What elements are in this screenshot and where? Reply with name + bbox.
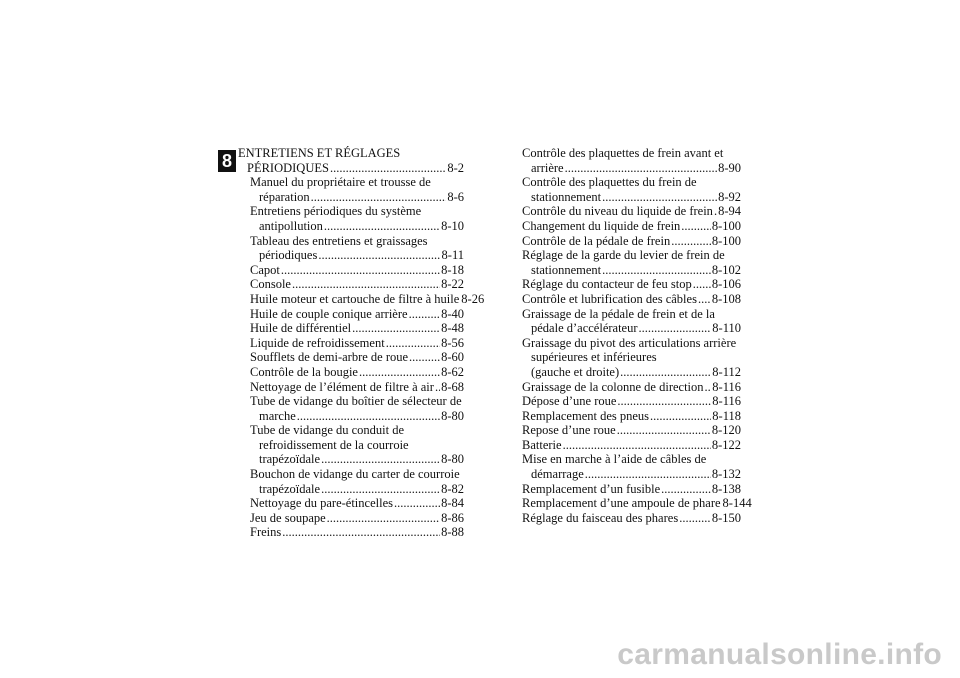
toc-entry-title: antipollution bbox=[259, 218, 323, 233]
toc-entry-title: réparation bbox=[259, 189, 310, 204]
dot-leader bbox=[602, 190, 717, 205]
toc-page-number: 8-48 bbox=[441, 321, 464, 336]
dot-leader bbox=[311, 190, 447, 205]
toc-entry[interactable] bbox=[522, 307, 741, 336]
toc-entry-title: Jeu de soupape bbox=[250, 510, 326, 525]
toc-page-number: 8-56 bbox=[441, 335, 464, 350]
dot-leader bbox=[386, 336, 440, 351]
toc-entry-title: Réglage de la garde du levier de frein de bbox=[522, 248, 725, 263]
watermark: carmanualsonline.info bbox=[617, 638, 942, 671]
toc-page-number: 8-138 bbox=[711, 481, 741, 496]
dot-leader bbox=[705, 380, 712, 395]
toc-entry-title: (gauche et droite) bbox=[531, 364, 620, 379]
toc-page-number: 8-68 bbox=[441, 379, 464, 394]
dot-leader bbox=[359, 365, 440, 380]
toc-page-number: 8-110 bbox=[712, 321, 741, 336]
toc-entry-title: Huile moteur et cartouche de filtre à huile bbox=[250, 291, 460, 306]
dot-leader bbox=[321, 482, 440, 497]
toc-entry[interactable] bbox=[238, 321, 464, 336]
toc-entry-title: Tableau des entretiens et graissages bbox=[250, 233, 428, 248]
toc-entry-title: Manuel du propriétaire et trousse de bbox=[250, 175, 431, 190]
toc-page-number: 8-10 bbox=[441, 218, 464, 233]
toc-entry-title: Batterie bbox=[522, 437, 562, 452]
toc-page-number: 8-62 bbox=[441, 364, 464, 379]
toc-entry[interactable] bbox=[238, 365, 464, 380]
toc-entry-title: Remplacement des pneus bbox=[522, 408, 650, 423]
dot-leader bbox=[318, 248, 440, 263]
toc-entry-title: arrière bbox=[531, 160, 564, 175]
toc-page-number: 8-108 bbox=[711, 291, 741, 306]
toc-page-number: 8-88 bbox=[441, 525, 464, 540]
toc-entry-title: Freins bbox=[250, 525, 282, 540]
toc-page-number: 8-116 bbox=[712, 394, 741, 409]
toc-entry-title: Repose d’une roue bbox=[522, 423, 616, 438]
toc-entry[interactable] bbox=[522, 248, 741, 277]
toc-page-number: 8-40 bbox=[441, 306, 464, 321]
toc-entry[interactable] bbox=[522, 482, 741, 497]
toc-page-number: 8-102 bbox=[711, 262, 741, 277]
toc-entry-title: Nettoyage du pare-étincelles bbox=[250, 496, 393, 511]
toc-entry[interactable] bbox=[522, 423, 741, 438]
toc-entry-title: Bouchon de vidange du carter de courroie bbox=[250, 467, 460, 482]
toc-entry[interactable] bbox=[522, 511, 741, 526]
toc-entry[interactable] bbox=[522, 204, 741, 219]
dot-leader bbox=[330, 161, 446, 176]
toc-entry-title: Capot bbox=[250, 262, 280, 277]
dot-leader bbox=[565, 161, 717, 176]
toc-right-column bbox=[522, 146, 752, 525]
toc-page-number: 8-86 bbox=[441, 510, 464, 525]
toc-entry[interactable] bbox=[238, 511, 464, 526]
toc-entry-title: pédale d’accélérateur bbox=[531, 321, 638, 336]
toc-entry[interactable] bbox=[238, 277, 464, 292]
toc-entry-title: Remplacement d’un fusible bbox=[522, 481, 661, 496]
toc-entry-title: PÉRIODIQUES bbox=[247, 160, 329, 175]
toc-entry-title: Soufflets de demi-arbre de roue bbox=[250, 350, 409, 365]
toc-page-number: 8-116 bbox=[712, 379, 741, 394]
toc-page-number: 8-100 bbox=[711, 218, 741, 233]
toc-entry[interactable] bbox=[238, 525, 464, 540]
toc-entry-title: démarrage bbox=[531, 467, 584, 482]
toc-entry[interactable] bbox=[238, 291, 485, 307]
toc-entry[interactable] bbox=[238, 146, 464, 175]
toc-entry-title: Nettoyage de l’élément de filtre à air bbox=[250, 379, 434, 394]
toc-entry[interactable] bbox=[238, 350, 464, 365]
dot-leader bbox=[602, 263, 711, 278]
dot-leader bbox=[409, 350, 440, 365]
chapter-badge: 8 bbox=[218, 150, 236, 172]
dot-leader bbox=[671, 234, 711, 249]
toc-entry[interactable] bbox=[238, 336, 464, 351]
dot-leader bbox=[585, 467, 711, 482]
dot-leader bbox=[639, 321, 712, 336]
dot-leader bbox=[650, 409, 711, 424]
toc-entry[interactable] bbox=[238, 467, 464, 496]
toc-entry-title: Huile de couple conique arrière bbox=[250, 306, 408, 321]
toc-entry-title: Huile de différentiel bbox=[250, 321, 352, 336]
toc-entry[interactable] bbox=[238, 423, 464, 467]
toc-entry-title: périodiques bbox=[259, 248, 318, 263]
dot-leader bbox=[563, 438, 711, 453]
toc-page-number: 8-82 bbox=[441, 481, 464, 496]
toc-entry[interactable] bbox=[522, 292, 741, 307]
toc-entry[interactable] bbox=[238, 380, 464, 395]
toc-entry[interactable] bbox=[522, 175, 741, 204]
toc-entry[interactable] bbox=[238, 204, 464, 233]
dot-leader bbox=[714, 204, 717, 219]
toc-page-number: 8-150 bbox=[711, 510, 741, 525]
toc-page-number: 8-106 bbox=[711, 277, 741, 292]
toc-left-column bbox=[238, 146, 485, 540]
dot-leader bbox=[297, 409, 440, 424]
toc-entry-title: Contrôle des plaquettes de frein avant et bbox=[522, 146, 724, 160]
toc-page-number: 8-11 bbox=[441, 248, 464, 263]
toc-entry[interactable] bbox=[522, 394, 741, 409]
toc-page-number: 8-118 bbox=[712, 408, 741, 423]
dot-leader bbox=[693, 277, 711, 292]
toc-entry-title: refroidissement de la courroie bbox=[259, 437, 409, 452]
dot-leader bbox=[282, 525, 440, 540]
toc-entry-title: Console bbox=[250, 277, 291, 292]
toc-entry[interactable] bbox=[238, 394, 464, 423]
toc-entry-title: trapézoïdale bbox=[259, 452, 321, 467]
toc-entry[interactable] bbox=[522, 438, 741, 453]
toc-page-number: 8-92 bbox=[718, 189, 741, 204]
toc-page-number: 8-80 bbox=[441, 452, 464, 467]
toc-entry-title: stationnement bbox=[531, 262, 602, 277]
toc-entry[interactable] bbox=[522, 146, 741, 175]
toc-entry-title: Graissage de la pédale de frein et de la bbox=[522, 306, 715, 321]
toc-entry-title: Contrôle des plaquettes du frein de bbox=[522, 175, 697, 190]
toc-entry[interactable] bbox=[522, 219, 741, 234]
dot-leader bbox=[292, 277, 440, 292]
dot-leader bbox=[617, 423, 711, 438]
toc-page-number: 8-84 bbox=[441, 496, 464, 511]
dot-leader bbox=[681, 219, 711, 234]
toc-entry-title: Graissage du pivot des articulations arrière bbox=[522, 335, 737, 350]
toc-entry-title: Liquide de refroidissement bbox=[250, 335, 385, 350]
toc-page-number: 8-100 bbox=[711, 233, 741, 248]
toc-entry-title: Mise en marche à l’aide de câbles de bbox=[522, 452, 707, 467]
dot-leader bbox=[281, 263, 440, 278]
dot-leader bbox=[435, 380, 440, 395]
dot-leader bbox=[324, 219, 440, 234]
dot-leader bbox=[661, 482, 711, 497]
toc-entry-title: Contrôle du niveau du liquide de frein bbox=[522, 204, 713, 219]
toc-page-number: 8-60 bbox=[441, 350, 464, 365]
toc-entry-title: stationnement bbox=[531, 189, 602, 204]
toc-page-number: 8-94 bbox=[718, 204, 741, 219]
toc-entry-title: Contrôle de la bougie bbox=[250, 364, 358, 379]
toc-entry[interactable] bbox=[522, 409, 741, 424]
toc-entry-title: Contrôle et lubrification des câbles bbox=[522, 291, 697, 306]
dot-leader bbox=[394, 496, 440, 511]
toc-entry-title: ENTRETIENS ET RÉGLAGES bbox=[238, 146, 401, 160]
toc-page-number: 8-90 bbox=[718, 160, 741, 175]
toc-entry[interactable] bbox=[238, 307, 464, 322]
dot-leader bbox=[352, 321, 440, 336]
toc-entry[interactable] bbox=[522, 234, 741, 249]
toc-entry[interactable] bbox=[522, 336, 741, 380]
toc-entry-title: Remplacement d’une ampoule de phare bbox=[522, 496, 721, 511]
dot-leader bbox=[327, 511, 440, 526]
dot-leader bbox=[409, 307, 441, 322]
toc-entry[interactable] bbox=[238, 234, 464, 263]
toc-entry[interactable] bbox=[238, 175, 464, 204]
toc-page-number: 8-120 bbox=[711, 423, 741, 438]
toc-entry-title: Graissage de la colonne de direction bbox=[522, 379, 704, 394]
dot-leader bbox=[321, 452, 440, 467]
dot-leader bbox=[679, 511, 711, 526]
dot-leader bbox=[698, 292, 711, 307]
toc-entry[interactable] bbox=[522, 277, 741, 292]
dot-leader bbox=[620, 365, 711, 380]
toc-entry[interactable] bbox=[522, 452, 741, 481]
toc-entry-title: Réglage du faisceau des phares bbox=[522, 510, 679, 525]
toc-page-number: 8-18 bbox=[441, 262, 464, 277]
toc-page-number: 8-122 bbox=[711, 437, 741, 452]
toc-entry-title: Entretiens périodiques du système bbox=[250, 204, 422, 219]
toc-entry-title: trapézoïdale bbox=[259, 481, 321, 496]
toc-entry-title: Changement du liquide de frein bbox=[522, 218, 681, 233]
toc-page-number: 8-26 bbox=[461, 291, 485, 306]
dot-leader bbox=[617, 394, 711, 409]
toc-entry-title: Dépose d’une roue bbox=[522, 394, 617, 409]
toc-entry-title: Réglage du contacteur de feu stop bbox=[522, 277, 692, 292]
toc-entry-title: Contrôle de la pédale de frein bbox=[522, 233, 671, 248]
toc-page-number: 8-22 bbox=[441, 277, 464, 292]
toc-page-number: 8-6 bbox=[447, 189, 464, 204]
toc-page-number: 8-112 bbox=[712, 364, 741, 379]
toc-entry-title: supérieures et inférieures bbox=[531, 350, 657, 365]
toc-entry[interactable] bbox=[238, 496, 464, 511]
toc-entry[interactable] bbox=[522, 380, 741, 395]
toc-page-number: 8-144 bbox=[722, 496, 752, 511]
toc-page-number: 8-2 bbox=[447, 160, 464, 175]
toc-entry[interactable] bbox=[238, 263, 464, 278]
toc-entry-title: marche bbox=[259, 408, 296, 423]
toc-page-number: 8-80 bbox=[441, 408, 464, 423]
toc-page-number: 8-132 bbox=[711, 467, 741, 482]
toc-entry[interactable] bbox=[522, 496, 752, 511]
toc-entry-title: Tube de vidange du boîtier de sélecteur de bbox=[250, 394, 462, 409]
toc-entry-title: Tube de vidange du conduit de bbox=[250, 423, 405, 438]
